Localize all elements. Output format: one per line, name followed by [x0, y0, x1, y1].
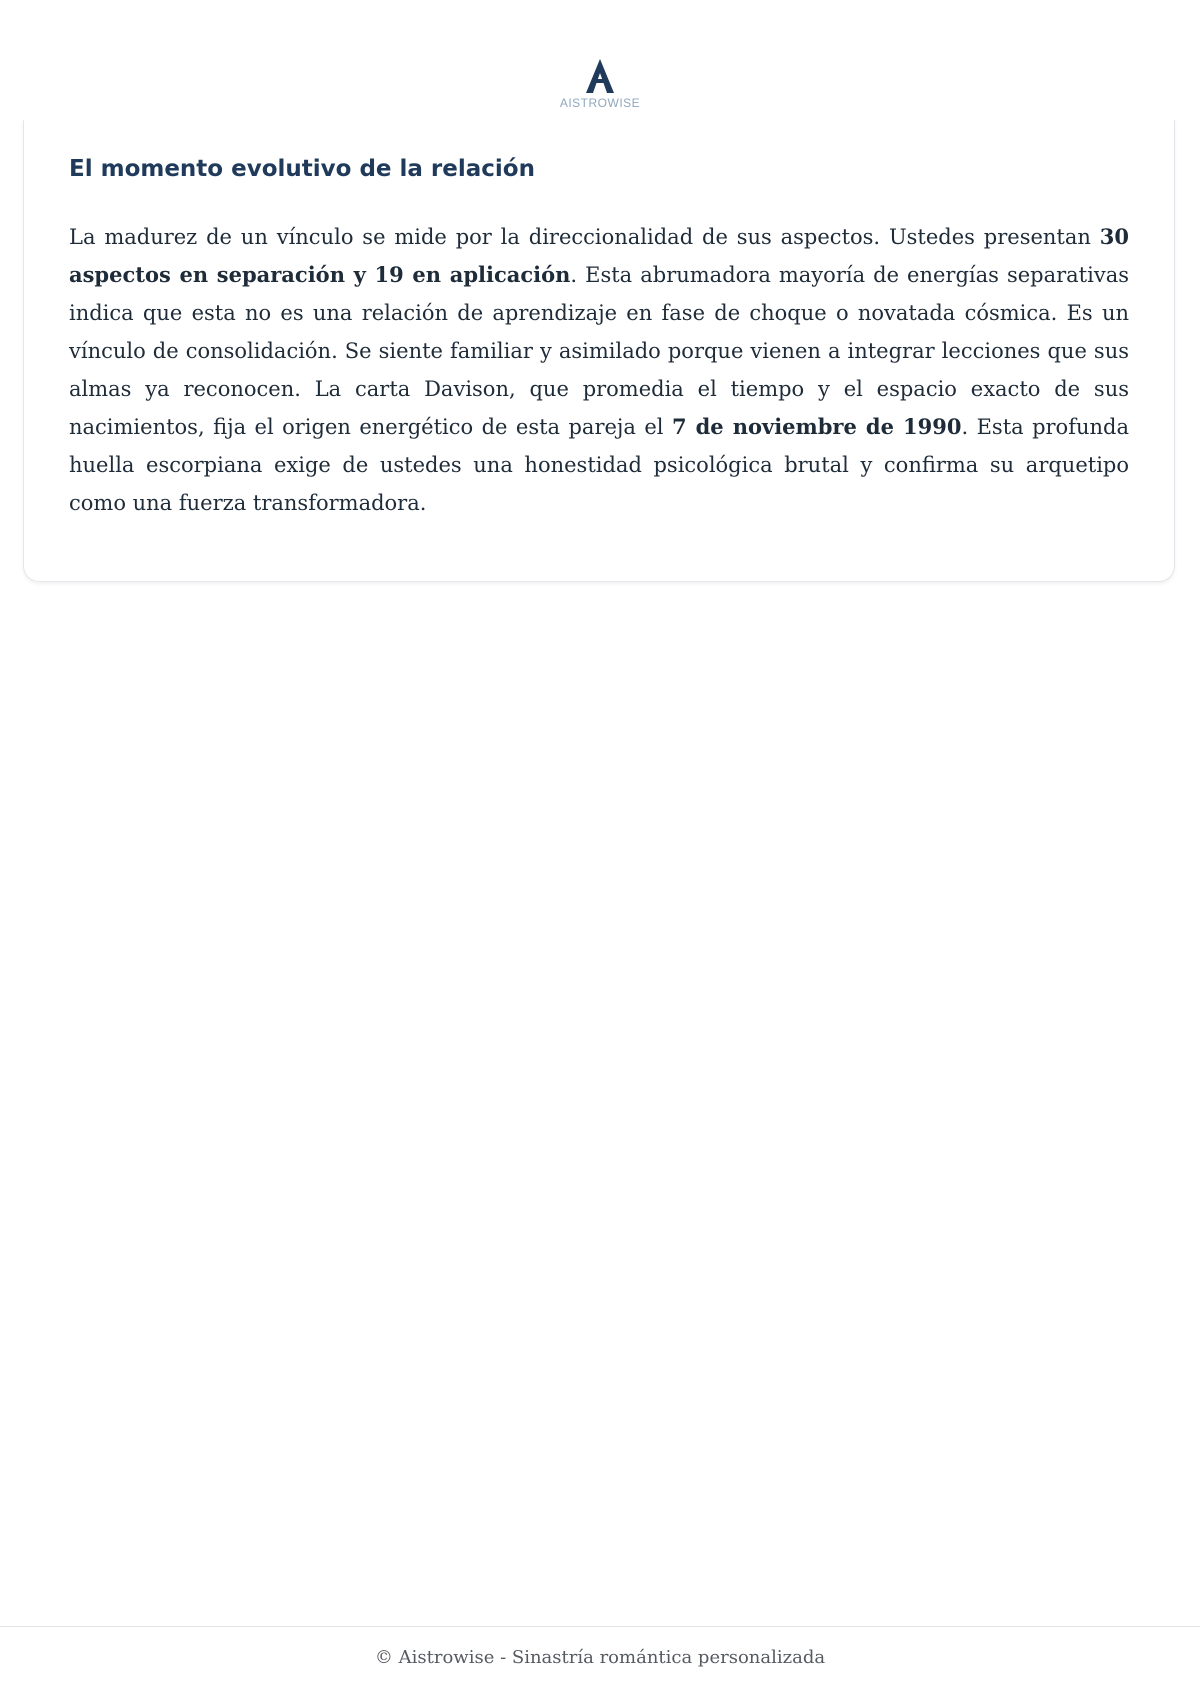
- page-footer: [0, 1626, 1200, 1668]
- brand-logo: [0, 58, 1200, 110]
- paragraph-text-2: . Esta abrumadora mayoría de energías separativas indica que esta no es una relación de aprendizaje en fase de choque o novatada cósmica. Es un vínculo de consolidación. Se siente familiar y asimilado porque vienen a integrar lecciones que sus almas ya reconocen. La carta Davison, que promedia el tiempo y el espacio exacto de sus nacimientos, fija el origen energético de esta pareja el: [69, 262, 1130, 439]
- content-card: [23, 120, 1175, 582]
- paragraph-text-1: La madurez de un vínculo se mide por la direccionalidad de sus aspectos. Ustedes presentan: [69, 224, 1100, 249]
- section-paragraph: [69, 218, 1129, 522]
- paragraph-highlight-date: 7 de noviembre de 1990: [671, 413, 962, 439]
- paragraph-text-3: . Esta profunda huella escorpiana exige de ustedes una honestidad psicológica brutal y confirma su arquetipo como una fuerza transformadora.: [69, 414, 1129, 515]
- section-title: El momento evolutivo de la relación: [69, 156, 535, 182]
- brand-name: AISTROWISE: [559, 96, 641, 110]
- footer-text: © Aistrowise - Sinastría romántica personalizada: [374, 1647, 826, 1668]
- a-letter-logo-icon: [580, 58, 620, 94]
- paragraph-highlight-aspects: 30 aspectos en separación y 19 en aplicación: [69, 223, 1129, 287]
